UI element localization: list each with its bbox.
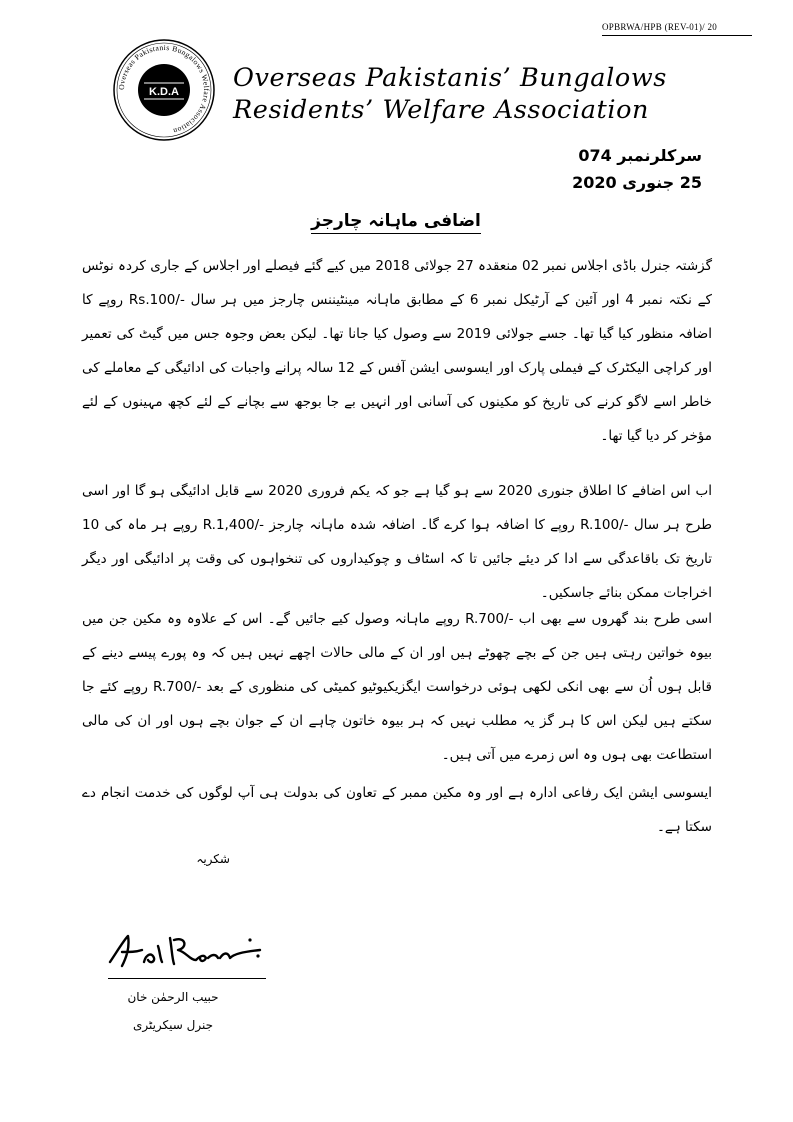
signature-line <box>108 978 266 979</box>
association-logo <box>112 38 216 142</box>
document-title <box>296 210 496 231</box>
logo-ring-text: Overseas Pakistanis Bungalows Welfare Association <box>116 42 212 136</box>
circular-number: سرکلرنمبر 074 <box>578 146 702 165</box>
closing-thanks: شکریہ <box>196 852 230 866</box>
organization-name-line1: Overseas Pakistanis’ Bungalows <box>233 63 667 93</box>
paragraph-4: ایسوسی ایشن ایک رفاعی ادارہ ہے اور وہ مکین ممبر کے تعاون کی بدولت ہی آپ لوگوں کی خدمت انجام دے سکتا ہے۔ <box>82 785 712 835</box>
paragraph-1: گزشتہ جنرل باڈی اجلاس نمبر 02 منعقدہ 27 جولائی 2018 میں کیے گئے فیصلے اور اجلاس کے جاری کردہ نوٹس کے نکتہ نمبر 4 اور آئین کے آرٹیکل نمبر 6 کے مطابق ماہانہ مینٹیننس چارجز میں ہر سال -/Rs.100 روپے کا اضافہ منظور کیا گیا تھا۔ جسے جولائی 2019 سے وصول کیا جانا تھا۔ لیکن بعض وجوہ جس میں گیٹ کی تعمیر اور کراچی الیکٹرک کے فیملی پارک اور ایسوسی ایشن آفس کے 12 سالہ پرانے واجبات کی ادائیگی کے معاملے کی خاطر اسے لاگو کرنے کی تاریخ کو مکینوں کی آسانی اور انہیں بے جا بوجھ سے بچانے کے لئے کچھ مہینوں کے لئے مؤخر کر دیا گیا تھا۔ <box>82 258 713 444</box>
paragraph-3: اسی طرح بند گھروں سے بھی اب -/R.700 روپے ماہانہ وصول کیے جائیں گے۔ اس کے علاوہ وہ مکین جن میں بیوہ خواتین رہتی ہیں جن کے بچے چھوٹے ہیں اور ان کے مالی حالات اچھے نہیں ہیں کہ وہ پورے پیسے دینے کے قابل ہوں اُن سے بھی انکی لکھی ہوئی درخواست ایگزیکیوٹیو کمیٹی کی منظوری کے بعد -/R.700 روپے کئے جا سکتے ہیں لیکن اس کا ہر گز یہ مطلب نہیں کہ ہر بیوہ خاتون چاہے ان کے جوان بچے ہوں اور ان کی مالی استطاعت بھی ہوں وہ اس زمرے میں آتی ہیں۔ <box>82 611 712 763</box>
signatory-name: حبیب الرحمٰن خان <box>127 990 219 1004</box>
organization-name-line2: Residents’ Welfare Association <box>233 95 650 125</box>
circular-date: 25 جنوری 2020 <box>572 173 702 192</box>
document-reference: OPBRWA/HPB (REV-01)/ 20 <box>602 22 752 36</box>
logo-center-text: K.D.A <box>149 86 179 98</box>
document-title-text: اضافی ماہانہ چارجز <box>311 211 481 234</box>
organization-name <box>233 62 713 126</box>
signatory-designation: جنرل سیکریٹری <box>132 1018 214 1032</box>
handwritten-signature <box>100 922 270 972</box>
paragraph-2: اب اس اضافے کا اطلاق جنوری 2020 سے ہو گیا ہے جو کہ یکم فروری 2020 سے قابل ادائیگی ہو گا اور اسی طرح ہر سال -/R.100 روپے کا اضافہ ہوا کرے گا۔ اضافہ شدہ ماہانہ چارجز -/R.1,400 روپے ہر ماہ کی 10 تاریخ تک باقاعدگی سے ادا کر دیئے جائیں تا کہ اسٹاف و چوکیداروں کی تنخواہوں کی وقت پر ادائیگی اور دیگر اخراجات ممکن بنائے جاسکیں۔ <box>82 483 712 601</box>
